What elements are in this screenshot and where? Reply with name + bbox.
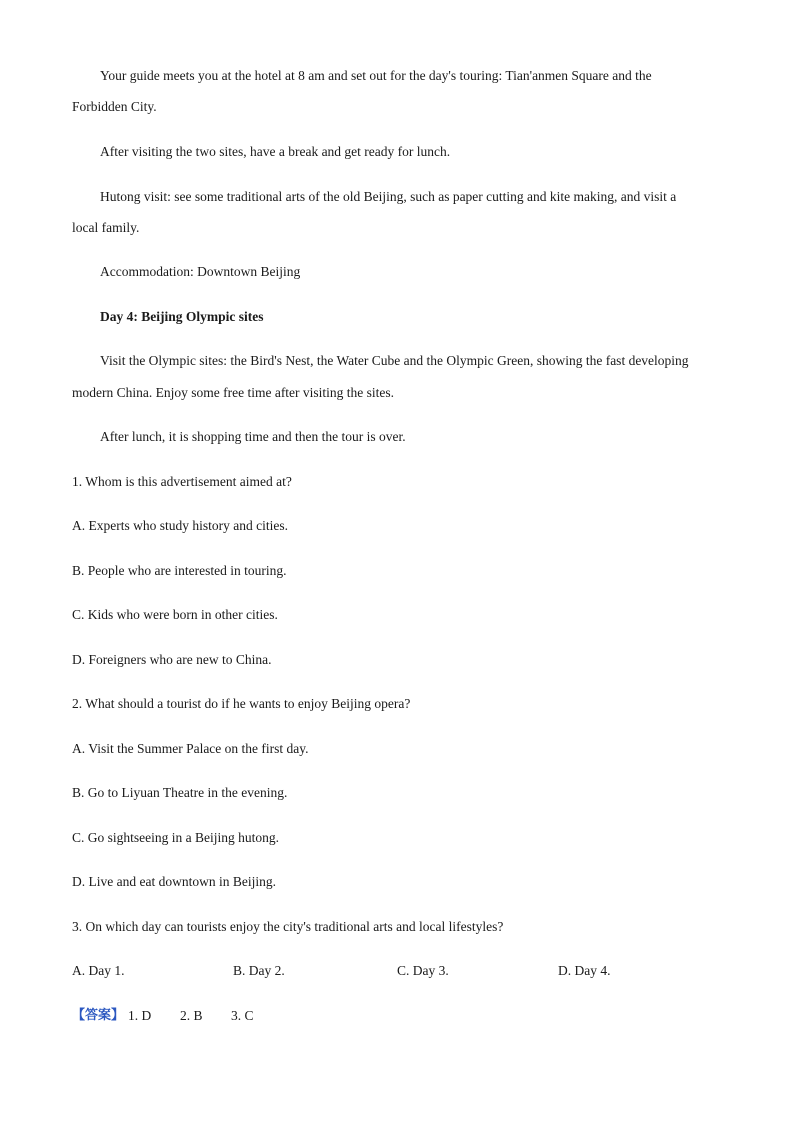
option-d: D. Live and eat downtown in Beijing. bbox=[72, 874, 276, 889]
day4-heading: Day 4: Beijing Olympic sites bbox=[100, 309, 264, 324]
option-d: D. Foreigners who are new to China. bbox=[72, 652, 272, 667]
option-c: C. Kids who were born in other cities. bbox=[72, 607, 278, 622]
option-b: B. Day 2. bbox=[233, 963, 285, 978]
option-b: B. Go to Liyuan Theatre in the evening. bbox=[72, 785, 288, 800]
paragraph-day3-lunch: After visiting the two sites, have a break and get ready for lunch. bbox=[100, 144, 451, 159]
question-stem: 2. What should a tourist do if he wants to enjoy Beijing opera? bbox=[72, 696, 411, 711]
paragraph-hutong-line1: Hutong visit: see some traditional arts of the old Beijing, such as paper cutting and kite making, and visit a bbox=[100, 189, 677, 204]
option-a: A. Visit the Summer Palace on the first day. bbox=[72, 741, 309, 756]
option-a: A. Experts who study history and cities. bbox=[72, 518, 288, 533]
question-stem: 1. Whom is this advertisement aimed at? bbox=[72, 474, 292, 489]
answer-3: 3. C bbox=[231, 1008, 254, 1023]
paragraph-hutong-line2: local family. bbox=[72, 220, 140, 235]
option-c: C. Go sightseeing in a Beijing hutong. bbox=[72, 830, 279, 845]
question-stem: 3. On which day can tourists enjoy the city's traditional arts and local lifestyles? bbox=[72, 919, 504, 934]
option-d: D. Day 4. bbox=[558, 963, 611, 978]
answer-2: 2. B bbox=[180, 1008, 203, 1023]
paragraph-day3-morning-line2: Forbidden City. bbox=[72, 99, 157, 114]
paragraph-shopping: After lunch, it is shopping time and then the tour is over. bbox=[100, 429, 406, 444]
answer-1: 1. D bbox=[128, 1008, 152, 1023]
paragraph-olympic-line1: Visit the Olympic sites: the Bird's Nest, the Water Cube and the Olympic Green, showing the fast developing bbox=[100, 353, 689, 368]
paragraph-olympic-line2: modern China. Enjoy some free time after visiting the sites. bbox=[72, 385, 395, 400]
option-b: B. People who are interested in touring. bbox=[72, 563, 287, 578]
paragraph-accommodation: Accommodation: Downtown Beijing bbox=[100, 264, 301, 279]
option-c: C. Day 3. bbox=[397, 963, 449, 978]
answer-label: 【答案】 bbox=[72, 1008, 125, 1023]
option-a: A. Day 1. bbox=[72, 963, 125, 978]
paragraph-day3-morning-line1: Your guide meets you at the hotel at 8 am and set out for the day's touring: Tian'anmen Square and the bbox=[100, 68, 652, 83]
